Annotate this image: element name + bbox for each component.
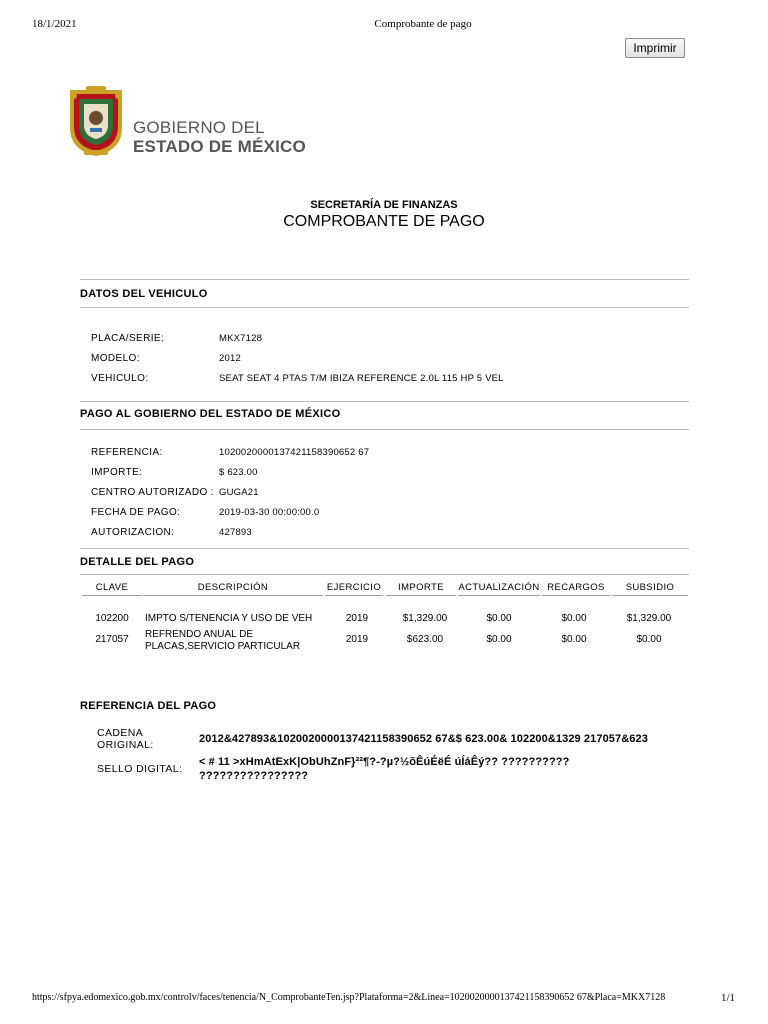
print-title: Comprobante de pago — [374, 18, 472, 30]
secretaria-heading: SECRETARÍA DE FINANZAS — [310, 199, 458, 211]
payment-row-label: CENTRO AUTORIZADO : — [91, 487, 214, 498]
print-button[interactable]: Imprimir — [625, 38, 685, 58]
payment-row-value: GUGA21 — [219, 487, 259, 498]
vehicle-row-label: MODELO: — [91, 353, 140, 364]
print-page-number: 1/1 — [720, 992, 735, 1004]
table-cell-clave: 217057 — [95, 634, 129, 645]
divider — [80, 548, 689, 549]
table-cell-subsidio: $0.00 — [636, 634, 662, 645]
vehicle-row-value: MKX7128 — [219, 333, 263, 344]
header-underline — [458, 595, 540, 596]
print-url: https://sfpya.edomexico.gob.mx/controlv/faces/tenencia/N_ComprobanteTen.jsp?Plataforma=2&Linea=1020020000137421158390652 67&Placa=MKX7128 — [32, 992, 666, 1003]
payment-row-value: 2019-03-30 00:00:00.0 — [219, 507, 320, 518]
vehicle-row-value: 2012 — [219, 353, 241, 364]
divider — [80, 574, 689, 575]
page-title: COMPROBANTE DE PAGO — [283, 213, 485, 230]
sello-digital-value: < # 11 >xHmAtExK|ObUhZnF}²²¶?-?µ?½õÊúÉëÉ úÍáÊý?? ?????????? — [199, 756, 570, 768]
table-header-descripcion: DESCRIPCIÓN — [197, 582, 269, 593]
table-header-ejercicio: EJERCICIO — [326, 582, 382, 593]
payment-row-value: $ 623.00 — [219, 467, 258, 478]
cadena-label: CADENA — [97, 727, 144, 739]
cadena-original-value: 2012&427893&1020020000137421158390652 67&$ 623.00& 102200&1329 217057&623 — [199, 733, 648, 745]
table-cell-descripcion: IMPTO S/TENENCIA Y USO DE VEH — [145, 613, 313, 624]
table-cell-descripcion: REFRENDO ANUAL DE — [145, 629, 253, 640]
vehicle-section-title: DATOS DEL VEHICULO — [80, 288, 208, 300]
header-underline — [542, 595, 610, 596]
vehicle-row-label: PLACA/SERIE: — [91, 333, 165, 344]
payment-row-label: IMPORTE: — [91, 467, 143, 478]
table-cell-clave: 102200 — [95, 613, 129, 624]
vehicle-row-value: SEAT SEAT 4 PTAS T/M IBIZA REFERENCE 2.0L 115 HP 5 VEL — [219, 373, 504, 384]
payment-row-label: FECHA DE PAGO: — [91, 507, 181, 518]
divider — [80, 429, 689, 430]
reference-section-title: REFERENCIA DEL PAGO — [80, 700, 217, 712]
detail-section-title: DETALLE DEL PAGO — [80, 556, 195, 568]
brand-line-1: GOBIERNO DEL — [133, 118, 265, 137]
sello-label: SELLO DIGITAL: — [97, 763, 183, 775]
table-cell-recargos: $0.00 — [561, 613, 587, 624]
table-cell-actualizacion: $0.00 — [486, 613, 512, 624]
divider — [80, 401, 689, 402]
payment-row-value: 1020020000137421158390652 67 — [219, 447, 370, 458]
table-header-clave: CLAVE — [95, 582, 129, 593]
table-cell-subsidio: $1,329.00 — [626, 613, 672, 624]
table-cell-ejercicio: 2019 — [345, 634, 369, 645]
table-header-actualizacion: ACTUALIZACIÓN — [458, 582, 540, 593]
brand-line-2: ESTADO DE MÉXICO — [133, 137, 306, 156]
payment-section-title: PAGO AL GOBIERNO DEL ESTADO DE MÉXICO — [80, 408, 341, 420]
table-cell-descripcion: PLACAS,SERVICIO PARTICULAR — [145, 641, 301, 652]
header-underline — [143, 595, 323, 596]
divider — [80, 279, 689, 280]
header-underline — [325, 595, 383, 596]
vehicle-row-label: VEHICULO: — [91, 373, 149, 384]
sello-digital-value: ???????????????? — [199, 770, 309, 782]
coat-of-arms-icon — [64, 84, 128, 158]
header-underline — [386, 595, 456, 596]
table-cell-importe: $1,329.00 — [402, 613, 448, 624]
table-cell-recargos: $0.00 — [561, 634, 587, 645]
table-header-subsidio: SUBSIDIO — [625, 582, 675, 593]
payment-row-label: AUTORIZACION: — [91, 527, 175, 538]
table-cell-ejercicio: 2019 — [345, 613, 369, 624]
table-header-recargos: RECARGOS — [547, 582, 605, 593]
cadena-label: ORIGINAL: — [97, 739, 154, 751]
payment-row-value: 427893 — [219, 527, 252, 538]
payment-row-label: REFERENCIA: — [91, 447, 163, 458]
print-date: 18/1/2021 — [32, 18, 77, 30]
table-header-importe: IMPORTE — [398, 582, 444, 593]
header-underline — [612, 595, 688, 596]
divider — [80, 307, 689, 308]
table-cell-importe: $623.00 — [406, 634, 444, 645]
header-underline — [82, 595, 142, 596]
table-cell-actualizacion: $0.00 — [486, 634, 512, 645]
